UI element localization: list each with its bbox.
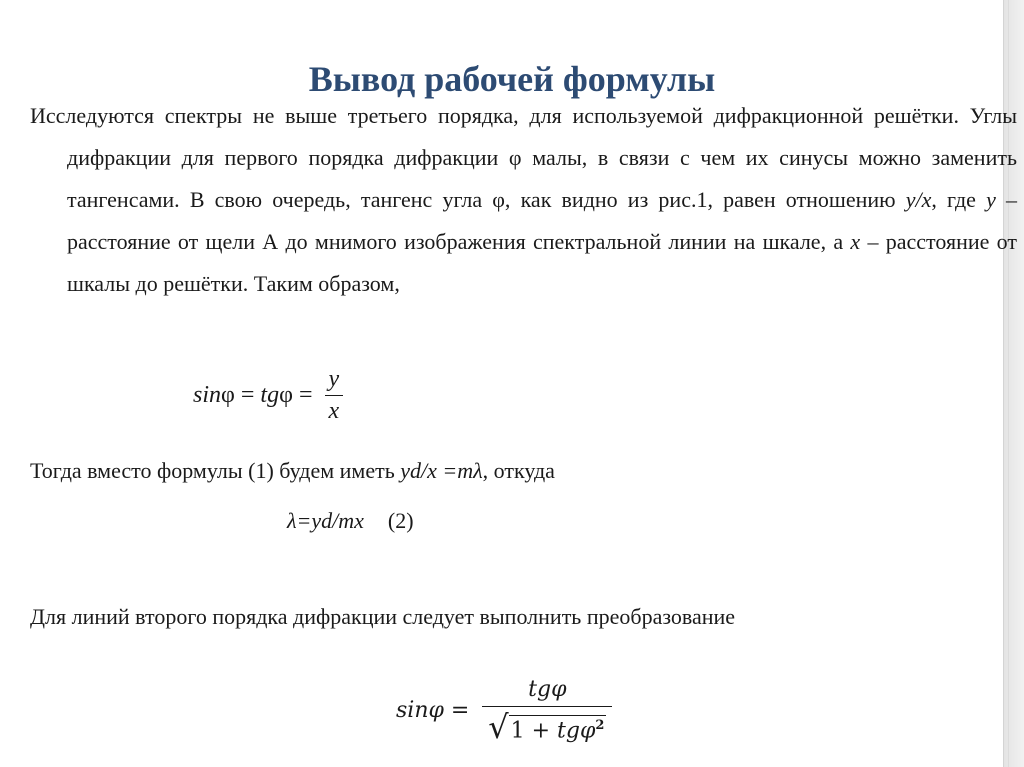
eq1-sin: sin (193, 381, 222, 408)
eq3-lhs: sinφ (396, 697, 444, 723)
var-x: x (850, 229, 861, 254)
var-y: y (986, 187, 996, 212)
eq3-den-tg: tgφ (557, 718, 596, 743)
eq1-denominator: x (328, 397, 340, 424)
eq1-tg: tg (260, 381, 280, 408)
eq1-phi: φ (221, 381, 235, 408)
eq1-fraction (325, 366, 344, 425)
eq3-numerator: tgφ (482, 677, 612, 707)
formula-sin-tg (193, 360, 343, 430)
paragraph-text-4: – расстояние от шкалы до решётки. Таким образом, (67, 229, 1017, 296)
eq3-fraction (482, 677, 612, 746)
eq3-equals: = (443, 697, 477, 723)
paragraph-text-1: Исследуются спектры не выше третьего порядка, для используемой дифракционной решётки. Углы дифракции для первого порядка дифракции φ малы, в связи с чем их синусы можно заменить тангенсами. В свою очередь, тангенс угла φ, как видно из рис.1, равен отношению (30, 103, 1017, 212)
eq2-formula: λ=yd/mx (287, 508, 364, 533)
sqrt-icon: √ (488, 708, 509, 746)
main-paragraph (30, 95, 1017, 305)
eq1-numerator: y (325, 366, 344, 396)
eq2-number: (2) (387, 508, 414, 533)
formula-lambda (287, 505, 414, 537)
eq1-phi-2: φ (279, 381, 293, 408)
line2-tail: , откуда (482, 458, 555, 483)
eq1-equals: = (234, 381, 261, 408)
text-line-then (30, 455, 555, 487)
eq3-radicand (509, 715, 607, 743)
ratio-yx: y/x (905, 187, 932, 212)
paragraph-text-2: , где (931, 187, 987, 212)
eq3-exponent: 2 (595, 717, 605, 733)
paragraph-text-3: – расстояние от щели А до мнимого изображения спектральной линии на шкале, а (67, 187, 1018, 254)
line2-text: Тогда вместо формулы (1) будем иметь (30, 458, 401, 483)
slide-title: Вывод рабочей формулы (308, 59, 716, 99)
line2-formula: yd/x =mλ (400, 458, 483, 483)
eq3-den-prefix: 1 + (510, 718, 558, 743)
text-line-second-order: Для линий второго порядка дифракции следует выполнить преобразование (30, 604, 736, 629)
eq1-equals-2: = (292, 381, 319, 408)
formula-sin-sqrt (396, 665, 612, 755)
eq3-denominator (488, 707, 606, 746)
